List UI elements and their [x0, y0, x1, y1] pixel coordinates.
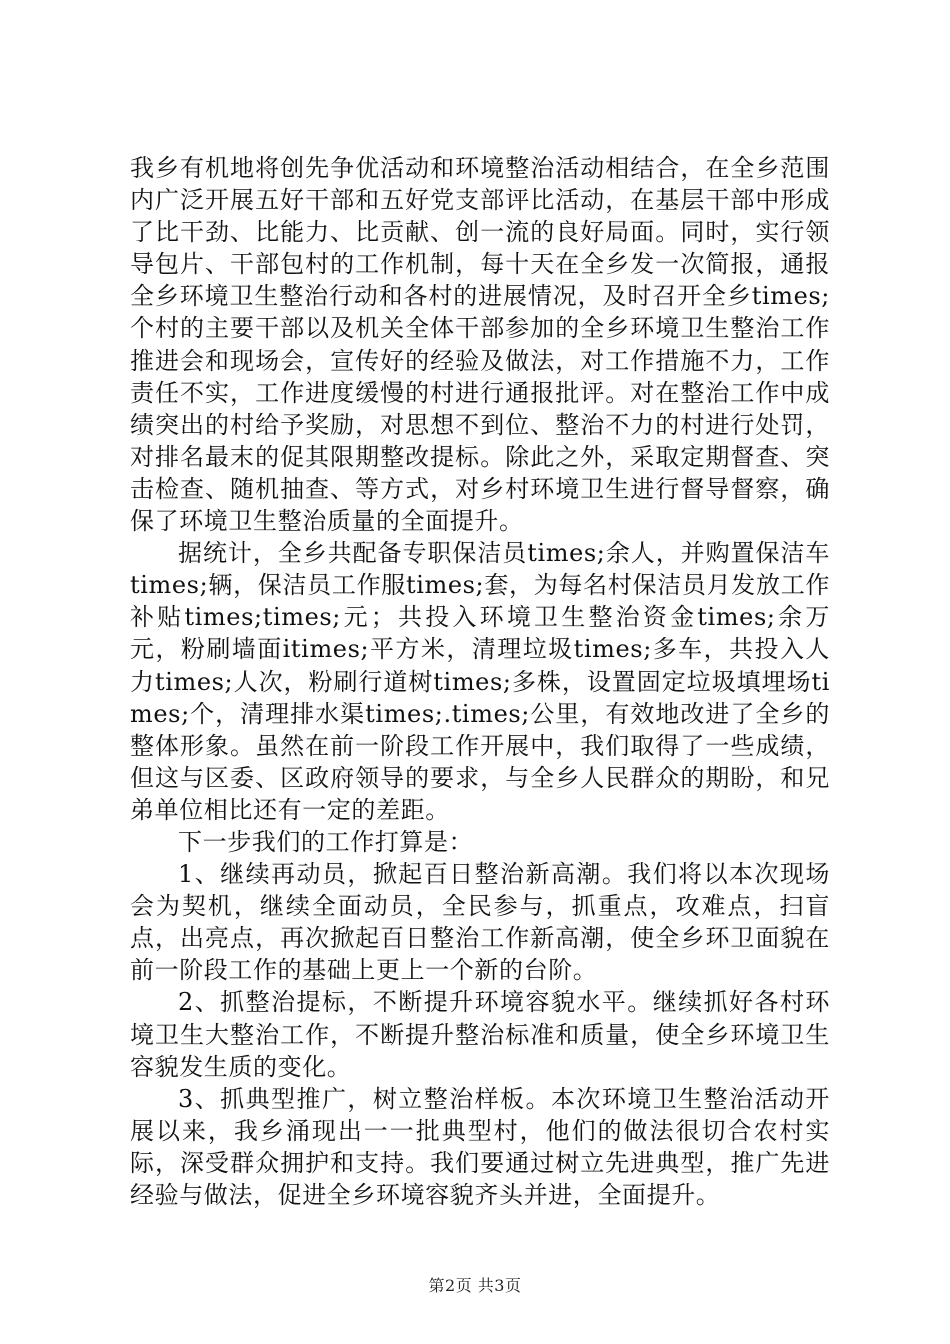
document-body	[130, 152, 830, 1211]
paragraph-plan-item-2: 2、抓整治提标，不断提升环境容貌水平。继续抓好各村环境卫生大整治工作，不断提升整治标准和质量，使全乡环境卫生容貌发生质的变化。	[130, 988, 830, 1081]
paragraph-statistics: 据统计，全乡共配备专职保洁员times;余人，并购置保洁车times;辆，保洁员工作服times;套，为每名村保洁员月发放工作补贴times;times;元；共投入环境卫生整治资金times;余万元，粉刷墙面itimes;平方米，清理垃圾times;多车，共投入人力times;人次，粉刷行道树times;多株，设置固定垃圾填埋场times;个，清理排水渠times;.times;公里，有效地改进了全乡的整体形象。虽然在前一阶段工作开展中，我们取得了一些成绩，但这与区委、区政府领导的要求，与全乡人民群众的期盼，和兄弟单位相比还有一定的差距。	[130, 539, 830, 824]
paragraph-next-steps-heading: 下一步我们的工作打算是：	[178, 827, 474, 856]
page-number-footer: 第2页 共3页	[428, 1276, 522, 1295]
paragraph-plan-item-3: 3、抓典型推广，树立整治样板。本次环境卫生整治活动开展以来，我乡涌现出一一批典型村，他们的做法很切合农村实际，深受群众拥护和支持。我们要通过树立先进典型，推广先进经验与做法，促进全乡环境容貌齐头并进，全面提升。	[130, 1084, 830, 1209]
paragraph-mechanism: 我乡有机地将创先争优活动和环境整治活动相结合，在全乡范围内广泛开展五好干部和五好党支部评比活动，在基层干部中形成了比干劲、比能力、比贡献、创一流的良好局面。同时，实行领导包片、干部包村的工作机制，每十天在全乡发一次简报，通报全乡环境卫生整治行动和各村的进展情况，及时召开全乡times;个村的主要干部以及机关全体干部参加的全乡环境卫生整治工作推进会和现场会，宣传好的经验及做法，对工作措施不力，工作责任不实，工作进度缓慢的村进行通报批评。对在整治工作中成绩突出的村给予奖励，对思想不到位、整治不力的村进行处罚，对排名最末的促其限期整改提标。除此之外，采取定期督查、突击检查、随机抽查、等方式，对乡村环境卫生进行督导督察，确保了环境卫生整治质量的全面提升。	[130, 154, 830, 536]
paragraph-plan-item-1: 1、继续再动员，掀起百日整治新高潮。我们将以本次现场会为契机，继续全面动员，全民参与，抓重点，攻难点，扫盲点，出亮点，再次掀起百日整治工作新高潮，使全乡环卫面貌在前一阶段工作的基础上更上一个新的台阶。	[130, 860, 830, 985]
